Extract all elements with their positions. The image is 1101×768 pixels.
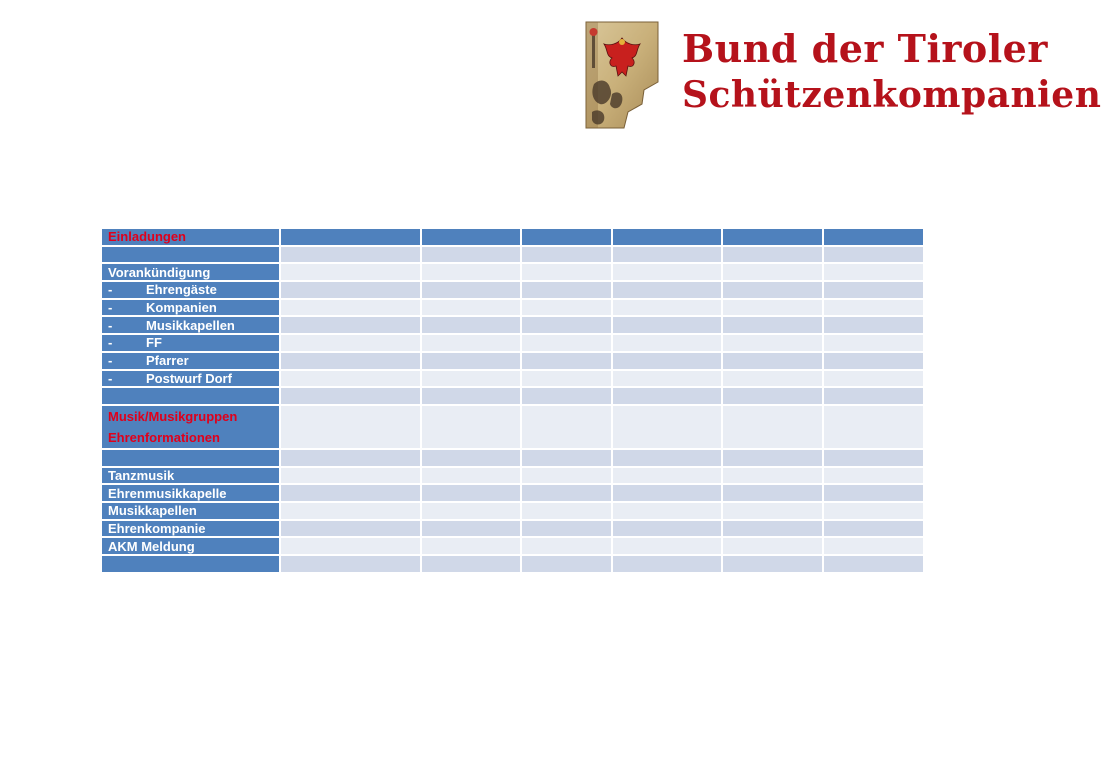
table-cell	[280, 467, 421, 485]
row-label-cell	[101, 299, 280, 317]
table-cell	[421, 555, 521, 573]
logo-line-1: Bund der Tiroler	[682, 26, 1048, 71]
table-cell	[722, 387, 823, 405]
row-label: Ehrenmusikkapelle	[108, 485, 227, 501]
table-cell	[521, 449, 612, 467]
table-cell	[722, 316, 823, 334]
table-row	[101, 484, 924, 502]
table-cell	[421, 405, 521, 449]
bullet-dash: -	[108, 300, 113, 316]
table-cell	[521, 263, 612, 281]
table-cell	[612, 405, 722, 449]
table-cell	[823, 555, 924, 573]
table-row	[101, 467, 924, 485]
table-cell	[612, 449, 722, 467]
table-cell	[521, 370, 612, 388]
table-cell	[722, 281, 823, 299]
row-label-cell	[101, 263, 280, 281]
table-cell	[823, 405, 924, 449]
table-cell	[823, 370, 924, 388]
row-label: FF	[146, 335, 162, 351]
row-label-cell	[101, 228, 280, 246]
table-cell	[612, 467, 722, 485]
row-label-cell	[101, 316, 280, 334]
table-cell	[521, 316, 612, 334]
table-cell	[612, 555, 722, 573]
table-cell	[823, 537, 924, 555]
table-cell	[823, 246, 924, 264]
row-label: Ehrenkompanie	[108, 520, 206, 536]
table-cell	[722, 334, 823, 352]
row-label-cell	[101, 537, 280, 555]
table-row	[101, 520, 924, 538]
table-cell	[521, 405, 612, 449]
bullet-dash: -	[108, 282, 113, 298]
row-label: Tanzmusik	[108, 467, 175, 483]
bullet-dash: -	[108, 353, 113, 369]
row-label-cell	[101, 484, 280, 502]
table-cell	[722, 228, 823, 246]
table-cell	[722, 555, 823, 573]
table-cell	[823, 281, 924, 299]
table-cell	[521, 520, 612, 538]
table-cell	[521, 299, 612, 317]
table-row	[101, 405, 924, 449]
row-label-cell	[101, 555, 280, 573]
table-cell	[421, 334, 521, 352]
table-row	[101, 299, 924, 317]
table-row	[101, 502, 924, 520]
table-cell	[823, 467, 924, 485]
row-label: AKM Meldung	[108, 538, 195, 554]
table-cell	[722, 299, 823, 317]
table-cell	[612, 387, 722, 405]
table-cell	[612, 370, 722, 388]
table-cell	[612, 299, 722, 317]
row-label: Musikkapellen	[146, 317, 235, 333]
table-cell	[612, 520, 722, 538]
row-label-cell	[101, 246, 280, 264]
table-cell	[612, 281, 722, 299]
table-cell	[521, 228, 612, 246]
table-cell	[280, 228, 421, 246]
table-cell	[421, 299, 521, 317]
table-row	[101, 449, 924, 467]
table-cell	[280, 316, 421, 334]
logo-wordmark	[682, 26, 1101, 118]
table-cell	[280, 449, 421, 467]
table-row	[101, 281, 924, 299]
table-cell	[280, 246, 421, 264]
table-cell	[612, 537, 722, 555]
table-cell	[823, 387, 924, 405]
table-cell	[823, 449, 924, 467]
table-cell	[722, 520, 823, 538]
bullet-dash: -	[108, 317, 113, 333]
row-label-second-line: Ehrenformationen	[108, 429, 220, 445]
table-cell	[280, 537, 421, 555]
row-label-cell	[101, 334, 280, 352]
table-row	[101, 334, 924, 352]
table-cell	[521, 502, 612, 520]
table-cell	[722, 405, 823, 449]
table-cell	[521, 387, 612, 405]
bullet-dash: -	[108, 370, 113, 386]
table-cell	[521, 281, 612, 299]
table-cell	[823, 316, 924, 334]
table-cell	[280, 555, 421, 573]
table-cell	[421, 370, 521, 388]
table-cell	[421, 352, 521, 370]
row-label: Musikkapellen	[108, 503, 197, 519]
table-row	[101, 387, 924, 405]
table-row	[101, 316, 924, 334]
table-cell	[823, 299, 924, 317]
table-cell	[421, 316, 521, 334]
row-label: Ehrengäste	[146, 282, 217, 298]
table-cell	[421, 484, 521, 502]
table-cell	[823, 352, 924, 370]
table-cell	[280, 263, 421, 281]
table-row	[101, 352, 924, 370]
table-cell	[280, 520, 421, 538]
row-label-cell	[101, 387, 280, 405]
row-label: Kompanien	[146, 300, 217, 316]
table-row	[101, 537, 924, 555]
table-cell	[421, 520, 521, 538]
table-cell	[421, 228, 521, 246]
table-row	[101, 228, 924, 246]
row-label-cell	[101, 405, 280, 449]
table-cell	[521, 484, 612, 502]
table-cell	[612, 352, 722, 370]
row-label-cell	[101, 467, 280, 485]
table-cell	[722, 502, 823, 520]
table-cell	[612, 334, 722, 352]
table-cell	[421, 387, 521, 405]
table-row	[101, 246, 924, 264]
coat-of-arms-emblem	[584, 20, 660, 130]
row-label: Postwurf Dorf	[146, 370, 232, 386]
row-label-cell	[101, 520, 280, 538]
row-label: Pfarrer	[146, 353, 189, 369]
logo-line-2: Schützenkompanien	[682, 74, 1101, 116]
table-cell	[280, 405, 421, 449]
table-cell	[421, 281, 521, 299]
table-cell	[823, 263, 924, 281]
table-cell	[521, 467, 612, 485]
table-row	[101, 263, 924, 281]
row-label-cell	[101, 370, 280, 388]
table-cell	[722, 449, 823, 467]
table-cell	[722, 370, 823, 388]
table-cell	[421, 502, 521, 520]
table-cell	[722, 352, 823, 370]
table-cell	[421, 449, 521, 467]
table-cell	[280, 299, 421, 317]
row-label-cell	[101, 281, 280, 299]
row-label-cell	[101, 352, 280, 370]
table-cell	[722, 484, 823, 502]
table-cell	[612, 316, 722, 334]
table-cell	[612, 263, 722, 281]
table-cell	[280, 281, 421, 299]
table-cell	[280, 370, 421, 388]
table-cell	[521, 352, 612, 370]
table-cell	[521, 537, 612, 555]
table-cell	[280, 334, 421, 352]
table-cell	[521, 334, 612, 352]
table-cell	[280, 484, 421, 502]
planning-table	[100, 227, 925, 574]
table-cell	[823, 228, 924, 246]
row-label-cell	[101, 502, 280, 520]
table-cell	[823, 502, 924, 520]
table-cell	[421, 467, 521, 485]
table-cell	[280, 352, 421, 370]
table-cell	[280, 502, 421, 520]
table-cell	[722, 246, 823, 264]
table-cell	[280, 387, 421, 405]
table-cell	[421, 246, 521, 264]
row-label: Musik/Musikgruppen	[108, 408, 238, 424]
table-cell	[823, 520, 924, 538]
table-cell	[612, 228, 722, 246]
table-cell	[612, 246, 722, 264]
bullet-dash: -	[108, 335, 113, 351]
table-cell	[612, 484, 722, 502]
table-cell	[521, 246, 612, 264]
table-cell	[421, 263, 521, 281]
table-cell	[722, 537, 823, 555]
organization-logo	[584, 18, 1101, 133]
table-row	[101, 555, 924, 573]
table-cell	[421, 537, 521, 555]
table-cell	[823, 484, 924, 502]
row-label: Vorankündigung	[108, 264, 211, 280]
table-cell	[521, 555, 612, 573]
row-label: Einladungen	[108, 229, 186, 245]
table-cell	[823, 334, 924, 352]
table-cell	[612, 502, 722, 520]
table-cell	[722, 263, 823, 281]
table-cell	[722, 467, 823, 485]
table-row	[101, 370, 924, 388]
row-label-cell	[101, 449, 280, 467]
